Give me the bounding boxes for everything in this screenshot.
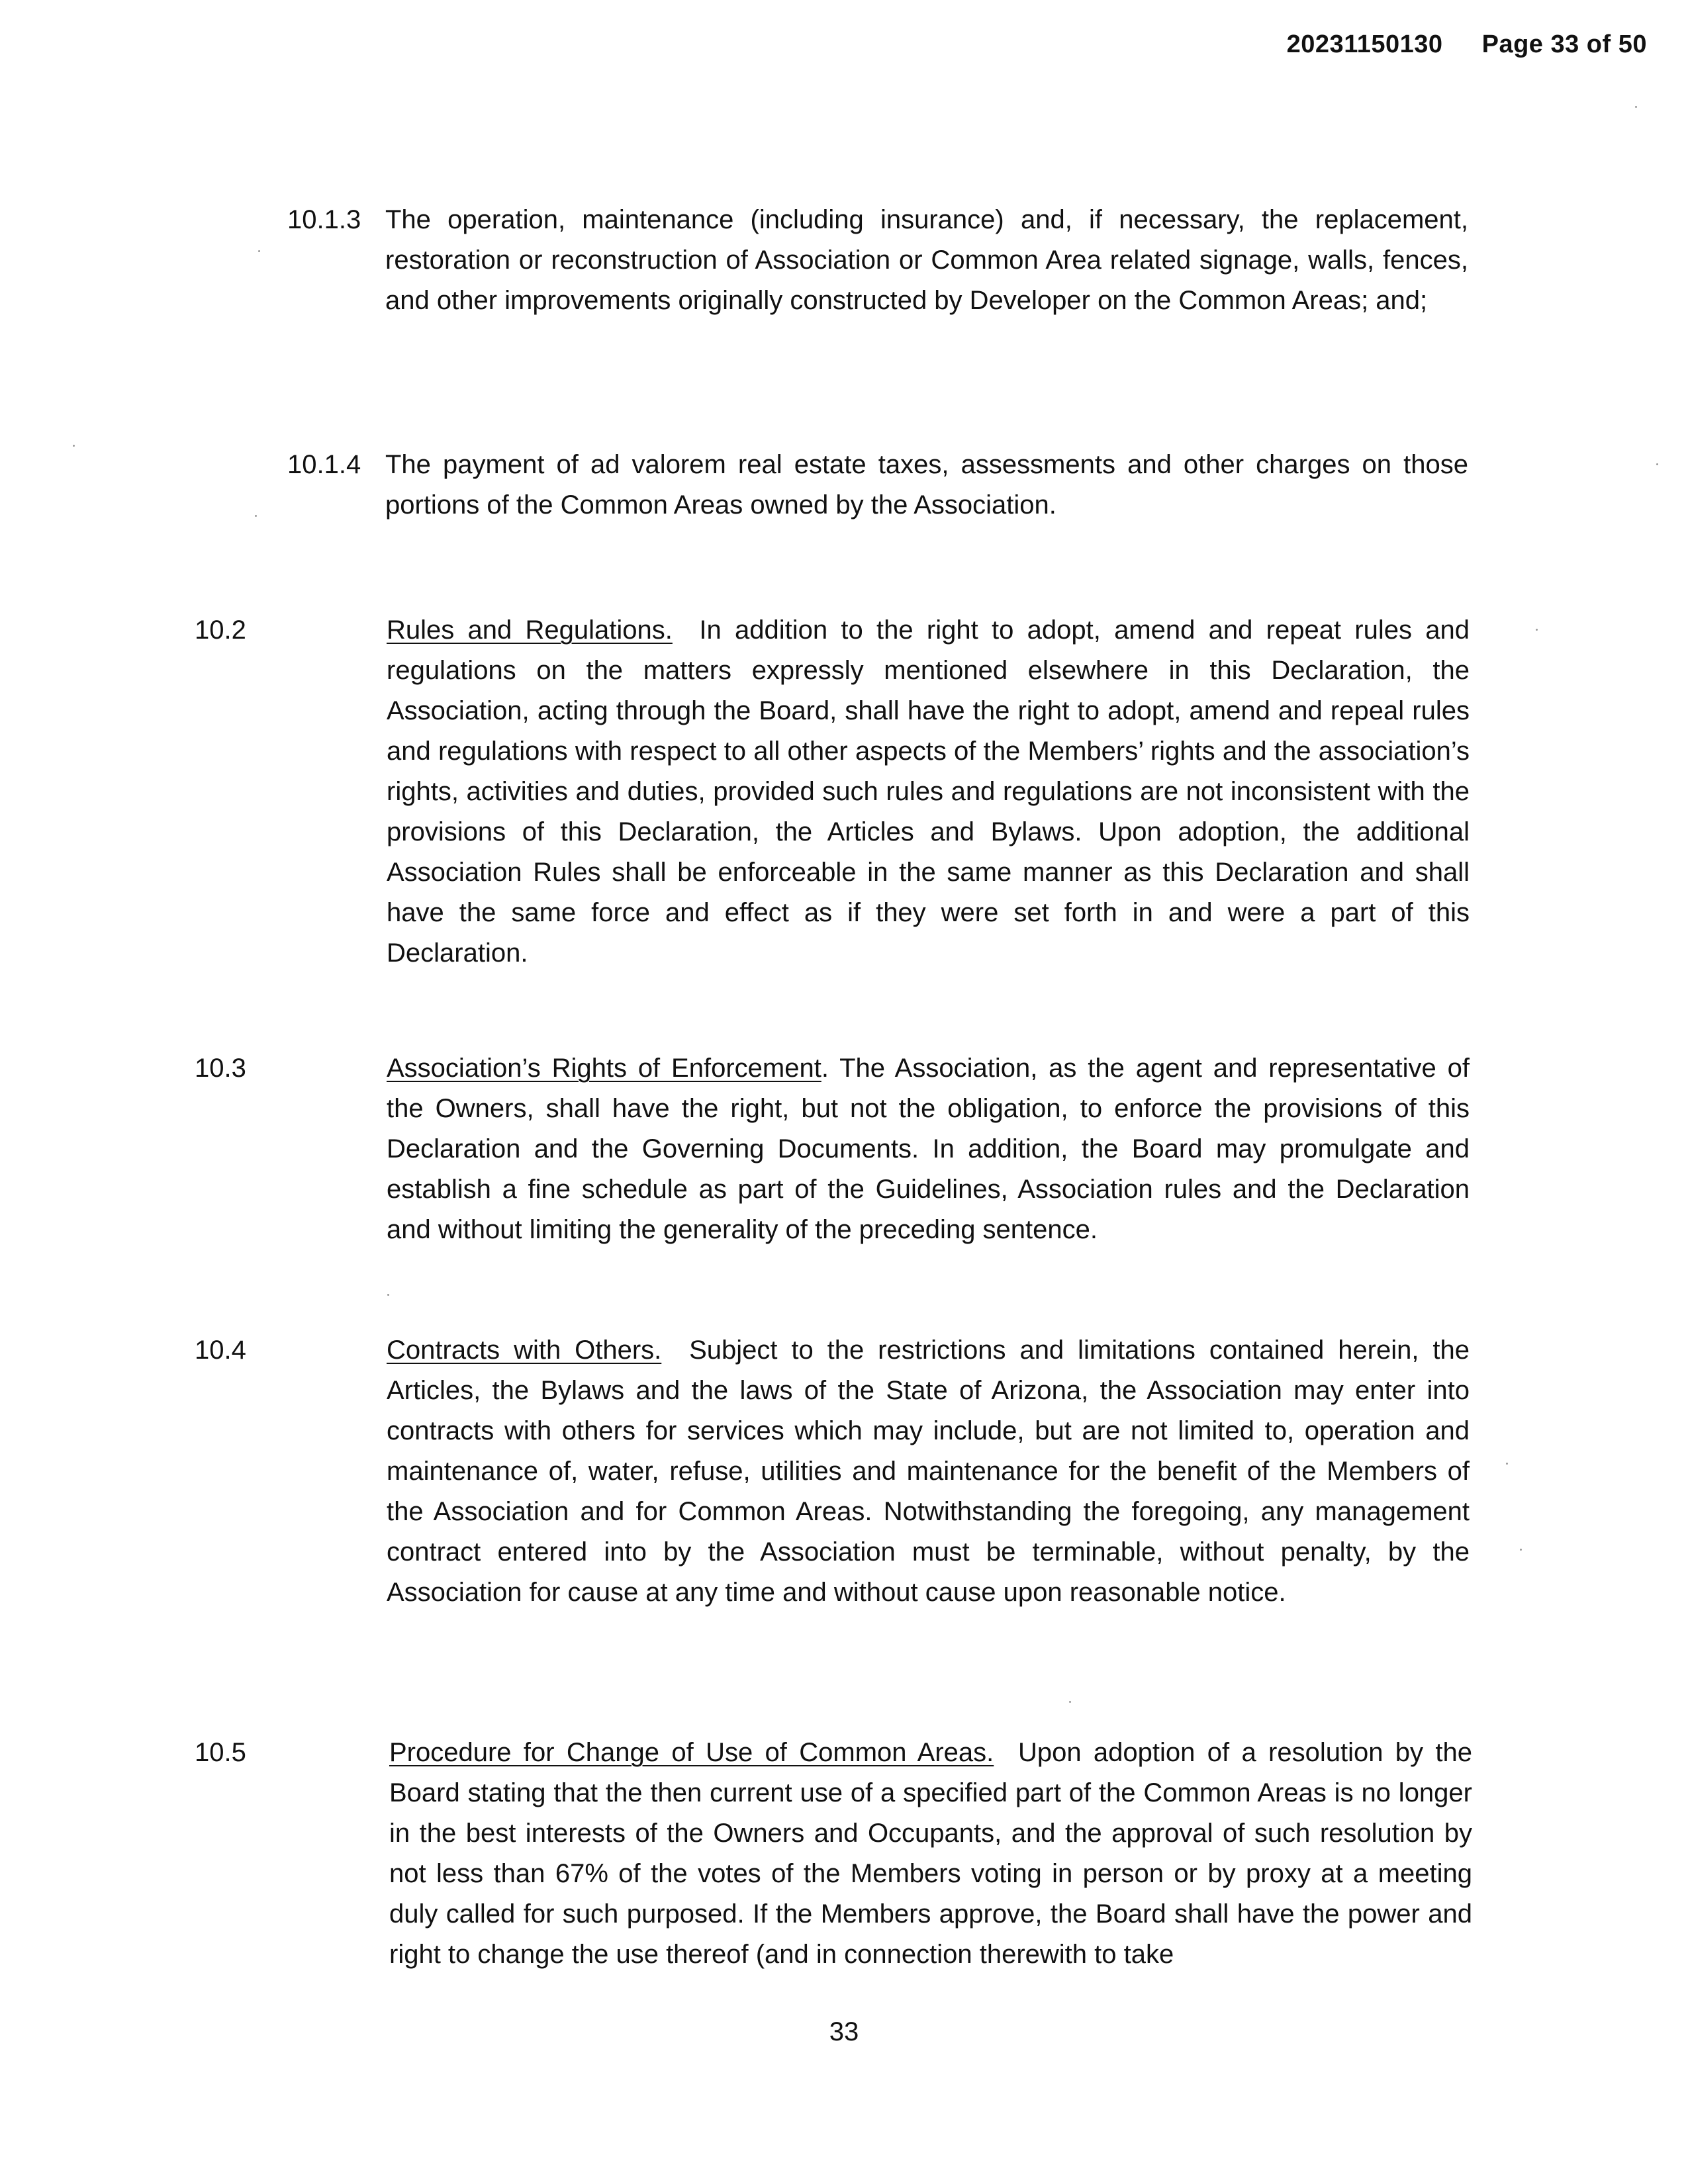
section-title-10-2: Rules and Regulations. xyxy=(387,615,673,645)
scan-speck xyxy=(1506,1463,1508,1465)
scan-speck xyxy=(1069,1701,1071,1703)
section-body-10-4 xyxy=(387,1330,1470,1613)
scan-speck xyxy=(258,250,260,252)
document-number: 20231150130 xyxy=(1286,30,1443,58)
page-header xyxy=(1287,30,1647,59)
scan-speck xyxy=(1635,106,1637,108)
scan-speck xyxy=(387,1294,389,1296)
section-title-10-3: Association’s Rights of Enforcement xyxy=(387,1054,821,1083)
section-text-10-2: In addition to the right to adopt, amend and repeat rules and regulations on the matters expressly mentioned elsewhere in this Declaration, the Association, acting through the Board, shall have the right to adopt, amend and repeal rules and regulations with respect to all other aspects of the Members’ rights and the association’s rights, activities and duties, provided such rules and regulations are not inconsistent with the provisions of this Declaration, the Articles and Bylaws. Upon adoption, the additional Association Rules shall be enforceable in the same manner as this Declaration and shall have the same force and effect as if they were set forth in and were a part of this Declaration. xyxy=(387,615,1470,968)
subsection-number-10-1-3: 10.1.3 xyxy=(287,205,361,234)
scan-speck xyxy=(1656,463,1658,465)
subsection-text-10-1-3: The operation, maintenance (including insurance) and, if necessary, the replacement, restoration or reconstruction of Association or Common Area related signage, walls, fences, and other improvements originally constructed by Developer on the Common Areas; and; xyxy=(385,205,1468,315)
scan-speck xyxy=(255,515,257,517)
section-number-10-5: 10.5 xyxy=(195,1738,246,1767)
subsection-text-10-1-4: The payment of ad valorem real estate taxes, assessments and other charges on those portions of the Common Areas owned by the Association. xyxy=(385,450,1468,520)
section-text-10-5: Upon adoption of a resolution by the Board stating that the then current use of a specified part of the Common Areas is no longer in the best interests of the Owners and Occupants, and the approval of such resolution by not less than 67% of the votes of the Members voting in person or by proxy at a meeting duly called for such purposed. If the Members approve, the Board shall have the power and right to change the use thereof (and in connection therewith to take xyxy=(389,1738,1472,1969)
section-body-10-3 xyxy=(387,1048,1470,1250)
section-body-10-2 xyxy=(387,610,1470,974)
section-number-10-4: 10.4 xyxy=(195,1336,246,1365)
section-text-10-3: . The Association, as the agent and representative of the Owners, shall have the right, but not the obligation, to enforce the provisions of this Declaration and the Governing Documents. In addition, the Board may promulgate and establish a fine schedule as part of the Guidelines, Association rules and the Declaration and without limiting the generality of the preceding sentence. xyxy=(387,1054,1470,1244)
scan-speck xyxy=(1536,629,1538,631)
section-title-10-5: Procedure for Change of Use of Common Areas. xyxy=(389,1738,994,1767)
page-label: Page 33 of 50 xyxy=(1481,30,1647,58)
section-number-10-2: 10.2 xyxy=(195,615,246,645)
subsection-number-10-1-4: 10.1.4 xyxy=(287,450,361,479)
section-title-10-4: Contracts with Others. xyxy=(387,1336,662,1365)
scan-speck xyxy=(73,445,75,447)
section-body-10-5 xyxy=(389,1733,1472,1975)
scan-speck xyxy=(1520,1549,1522,1551)
section-text-10-4: Subject to the restrictions and limitations contained herein, the Articles, the Bylaws and the laws of the State of Arizona, the Association may enter into contracts with others for services which may include, but are not limited to, operation and maintenance of, water, refuse, utilities and maintenance for the benefit of the Members of the Association and for Common Areas. Notwithstanding the foregoing, any management contract entered into by the Association must be terminable, without penalty, by the Association for cause at any time and without cause upon reasonable notice. xyxy=(387,1336,1470,1607)
page-number: 33 xyxy=(829,2017,859,2046)
section-number-10-3: 10.3 xyxy=(195,1054,246,1083)
